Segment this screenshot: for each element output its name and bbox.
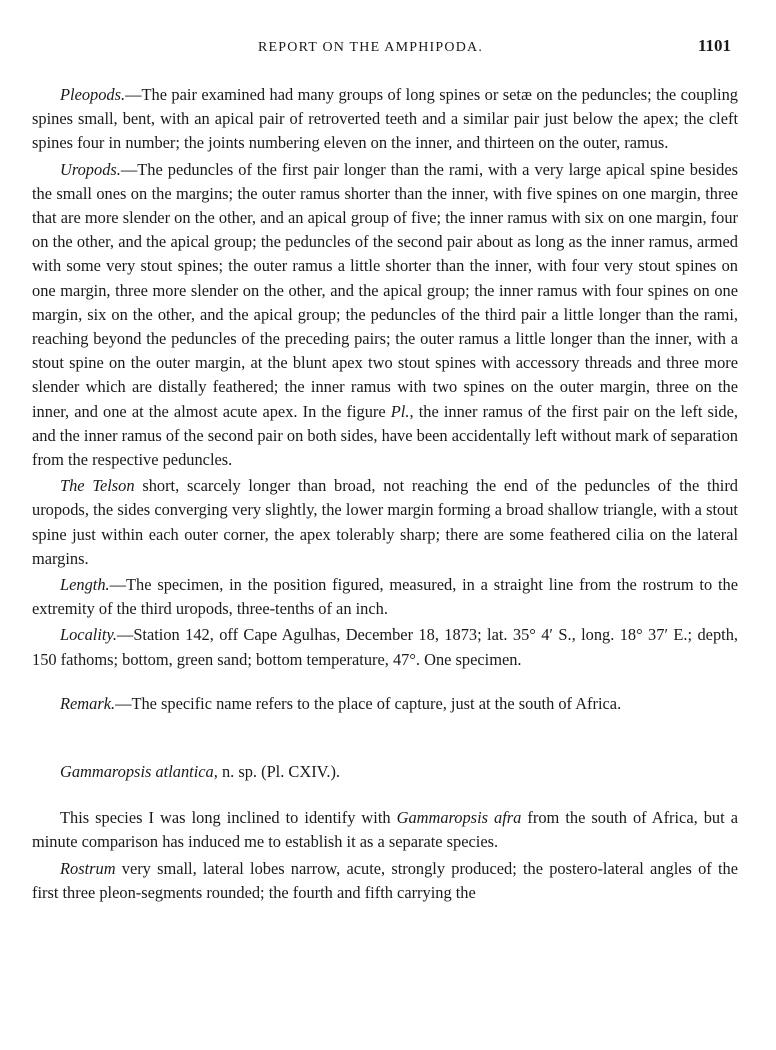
pleopods-body: —The pair examined had many groups of long spines or setæ on the peduncles; the coupling spines small, bent, with an apical pair of retroverted teeth and a similar pair just below the apex; the cleft spines four in number; the joints numbering eleven on the inner, and thirteen on the outer, ramus. <box>32 85 738 153</box>
paragraph-telson <box>32 474 738 571</box>
telson-lead: The Telson <box>60 476 135 496</box>
paragraph-intro <box>32 806 738 854</box>
paragraph-pleopods <box>32 83 738 156</box>
paragraph-rostrum <box>32 857 738 905</box>
locality-lead: Locality. <box>60 625 117 645</box>
uropods-body-1: —The peduncles of the first pair longer than the rami, with a very large apical spine besides the small ones on the margins; the outer ramus shorter than the inner, with five spines on one margin, three that are more slender on the other, and an apical group of five; the inner ramus with six on one margin, four on the other, and the apical group; the peduncles of the second pair about as long as the inner ramus, armed with some very stout spines; the outer ramus a little shorter than the inner, with four very stout spines on one margin, three more slender on the other, and the apical group; the inner ramus with four spines on one margin, six on the other, and the apical group; the peduncles of the third pair a little longer than the rami, reaching beyond the peduncles of the preceding pairs; the outer ramus a little longer than the inner, with a stout spine on the outer margin, at the blunt apex two stout spines with accessory threads and three more slender which are distally feathered; the inner ramus with two spines on the outer margin, three on the inner, and one at the almost acute apex. In the figure <box>32 159 738 421</box>
rostrum-lead: Rostrum <box>60 858 116 878</box>
rostrum-body: very small, lateral lobes narrow, acute, strongly produced; the postero-lateral angles of the first three pleon-segments rounded; the fourth and fifth carrying the <box>32 858 738 902</box>
body-text <box>32 83 738 905</box>
uropods-lead: Uropods. <box>60 159 121 179</box>
pleopods-lead: Pleopods. <box>60 85 126 104</box>
uropods-body-2: , the inner ramus of the first pair on the left side, and the inner ramus of the second pair on both sides, have been accidentally left without mark of separation from the respective peduncles. <box>32 401 738 470</box>
paragraph-length <box>32 573 738 621</box>
running-header <box>0 36 776 64</box>
intro-body-2: from the south of Africa, but a minute comparison has induced me to establish it as a separate species. <box>32 808 739 852</box>
remark-lead: Remark. <box>60 693 116 713</box>
remark-body: —The specific name refers to the place of capture, just at the south of Africa. <box>115 693 622 713</box>
locality-body: —Station 142, off Cape Agulhas, December 18, 1873; lat. 35° 4′ S., long. 18° 37′ E.; depth, 150 fathoms; bottom, green sand; bottom temperature, 47°. One specimen. <box>32 625 738 669</box>
paragraph-locality <box>32 623 738 671</box>
species-heading <box>32 760 738 784</box>
intro-body-1: This species I was long inclined to identify with <box>60 808 397 828</box>
paragraph-uropods <box>32 158 738 473</box>
species-heading-name: Gammaropsis atlantica <box>60 762 214 782</box>
intro-species: Gammaropsis afra <box>396 808 522 828</box>
telson-body: short, scarcely longer than broad, not reaching the end of the peduncles of the third uropods, the sides converging very slightly, the lower margin forming a broad shallow triangle, with a stout spine just within each outer corner, the apex tolerably sharp; there are some feathered cilia on the lateral margins. <box>32 476 738 568</box>
page-number: 1101 <box>698 36 732 55</box>
species-heading-rest: , n. sp. (Pl. CXIV.). <box>213 762 341 782</box>
length-body: —The specimen, in the position figured, measured, in a straight line from the rostrum to the extremity of the third uropods, three-tenths of an inch. <box>32 575 738 619</box>
running-title: REPORT ON THE AMPHIPODA. <box>258 40 484 55</box>
length-lead: Length. <box>60 575 110 595</box>
paragraph-remark <box>32 692 738 716</box>
uropods-figure-ref: Pl. <box>390 401 410 421</box>
